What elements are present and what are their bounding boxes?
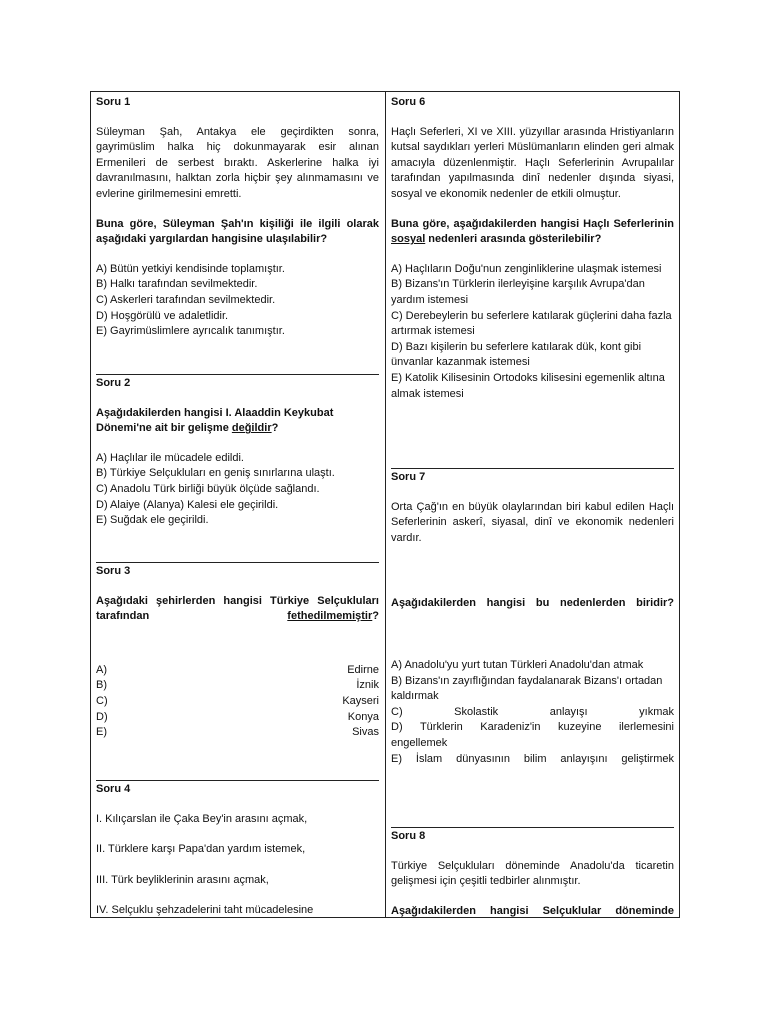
question-stem: Buna göre, Süleyman Şah'ın kişiliği ile ilgili olarak aşağıdaki yargılardan hangisine ulaşılabilir? [96,217,379,246]
question-title: Soru 8 [391,830,426,842]
option-d[interactable]: D) Türklerin Karadeniz'in kuzeyine ilerlemesini engellemek [391,721,674,749]
option-letter: C) [96,694,108,707]
option-d[interactable]: D) Bazı kişilerin bu seferlere katılarak dük, kont gibi ünvanlar kazanmak istemesi [391,340,642,369]
stem-emphasis: değildir [231,422,272,435]
question-2 [96,376,379,529]
question-title: Soru 7 [391,471,426,483]
question-title: Soru 2 [96,377,131,389]
option-letter: B) [96,679,107,692]
stem-end: ? [372,610,379,623]
question-stem: Aşağıdakilerden hangisi Selçuklular döneminde [391,904,674,917]
numbered-item: IV. Selçuklu şehzadelerini taht mücadelesine [96,904,314,917]
option-d[interactable]: D) Hoşgörülü ve adaletlidir. [96,309,229,322]
option-a[interactable] [96,663,379,679]
option-letter: D) [96,710,108,723]
column-divider [385,92,386,917]
stem-text: tarafından [96,610,150,623]
option-b[interactable]: B) Bizans'ın zayıflığından faydalanarak Bizans'ı ortadan kaldırmak [391,674,663,703]
question-passage: Orta Çağ'ın en büyük olaylarından biri kabul edilen Haçlı Seferlerinin askerî, siyasal, dinî ve ekonomik nedenleri vardır. [391,500,674,544]
option-d[interactable]: D) Alaiye (Alanya) Kalesi ele geçirildi. [96,498,279,511]
question-separator [96,562,379,563]
option-text: Sivas [352,726,379,739]
option-e[interactable]: E) İslam dünyasının bilim anlayışını geliştirmek [391,752,674,765]
option-text: Edirne [347,663,379,676]
option-c[interactable]: C) Anadolu Türk birliği büyük ölçüde sağlandı. [96,482,320,495]
option-b[interactable] [96,678,379,694]
options-list [391,658,674,767]
option-b[interactable]: B) Türkiye Selçukluları en geniş sınırlarına ulaştı. [96,467,335,480]
stem-text: Aşağıdakilerden hangisi I. Alaaddin Keykubat Dönemi'ne ait bir gelişme [96,406,334,435]
option-c[interactable] [96,694,379,710]
question-stem [96,406,379,437]
option-c[interactable]: C) Derebeylerin bu seferlere katılarak güçlerini daha fazla artırmak istemesi [391,309,672,338]
question-1 [96,95,379,340]
question-title: Soru 6 [391,96,426,108]
exam-sheet [90,91,680,918]
options-list [96,663,379,741]
question-title: Soru 1 [96,96,131,108]
left-column [96,92,379,917]
question-separator [96,780,379,781]
option-text: İznik [356,679,379,692]
option-d[interactable] [96,710,379,726]
question-stem: Aşağıdakilerden hangisi bu nedenlerden biridir? [391,597,674,610]
option-letter: A) [96,663,107,676]
question-title: Soru 3 [96,565,131,577]
option-e[interactable]: E) Gayrimüslimlere ayrıcalık tanımıştır. [96,325,285,338]
question-stem: Aşağıdaki şehirlerden hangisi Türkiye Selçukluları [96,594,379,607]
stem-emphasis: fethedilmemiştir [287,610,373,623]
option-e[interactable]: E) Katolik Kilisesinin Ortodoks kilisesini egemenlik altına almak istemesi [391,371,665,400]
question-title: Soru 4 [96,783,131,795]
question-separator [96,374,379,375]
question-passage: Haçlı Seferleri, XI ve XIII. yüzyıllar arasında Hristiyanların kutsal saydıkları yerleri Müslümanların elinden geri almak amacıyla düzenlenmiştir. Haçlı Seferlerinin Avrupalılar tarafından yapılmasında dinî nedenler dışında siyasi, sosyal ve ekonomik nedenler de etkili olmuştur. [391,125,674,200]
option-a[interactable]: A) Anadolu'yu yurt tutan Türkleri Anadolu'dan atmak [391,658,644,671]
question-separator [391,468,674,469]
right-column [391,92,674,917]
stem-end: ? [271,422,279,435]
stem-end: nedenleri arasında gösterilebilir? [425,233,602,246]
question-separator [391,827,674,828]
question-4 [96,782,379,918]
option-a[interactable]: A) Haçlılar ile mücadele edildi. [96,451,244,464]
options-list [391,262,674,402]
question-6 [391,95,674,402]
options-list [96,451,379,529]
option-b[interactable]: B) Halkı tarafından sevilmektedir. [96,278,258,291]
option-text: Konya [347,710,379,723]
option-a[interactable]: A) Bütün yetkiyi kendisinde toplamıştır. [96,262,285,275]
question-8 [391,829,674,918]
option-e[interactable]: E) Suğdak ele geçirildi. [96,514,209,527]
options-list [96,262,379,340]
question-passage: Süleyman Şah, Antakya ele geçirdikten sonra, gayrimüslim halka hiç dokunmayarak esir alınan Ermenileri de serbest bıraktı. Askerlerine halka iyi davranılmasını, halktan zorla hiçbir şey alınmamasını ve evlerine girilmemesini emretti. [96,125,379,200]
stem-text: Buna göre, aşağıdakilerden hangisi Haçlı Seferlerinin [391,217,674,230]
option-c[interactable]: C) Askerleri tarafından sevilmektedir. [96,293,276,306]
question-passage: Türkiye Selçukluları döneminde Anadolu'da ticaretin gelişmesi için çeşitli tedbirler alınmıştır. [391,859,674,888]
option-text: Kayseri [342,694,379,707]
numbered-item: I. Kılıçarslan ile Çaka Bey'in arasını açmak, [96,812,308,825]
question-stem [391,217,674,248]
option-e[interactable] [96,725,379,741]
option-a[interactable]: A) Haçlıların Doğu'nun zenginliklerine ulaşmak istemesi [391,262,662,275]
question-7 [391,470,674,767]
option-letter: E) [96,726,107,739]
numbered-item: II. Türklere karşı Papa'dan yardım istemek, [96,843,306,856]
stem-emphasis-wrap [287,609,379,625]
option-b[interactable]: B) Bizans'ın Türklerin ilerleyişine karşılık Avrupa'dan yardım istemesi [391,278,645,306]
question-stem-continued [96,609,379,625]
stem-emphasis: sosyal [391,233,426,246]
numbered-item: III. Türk beyliklerinin arasını açmak, [96,873,269,886]
question-3 [96,564,379,741]
option-c[interactable]: C) Skolastik anlayışı yıkmak [391,705,674,718]
